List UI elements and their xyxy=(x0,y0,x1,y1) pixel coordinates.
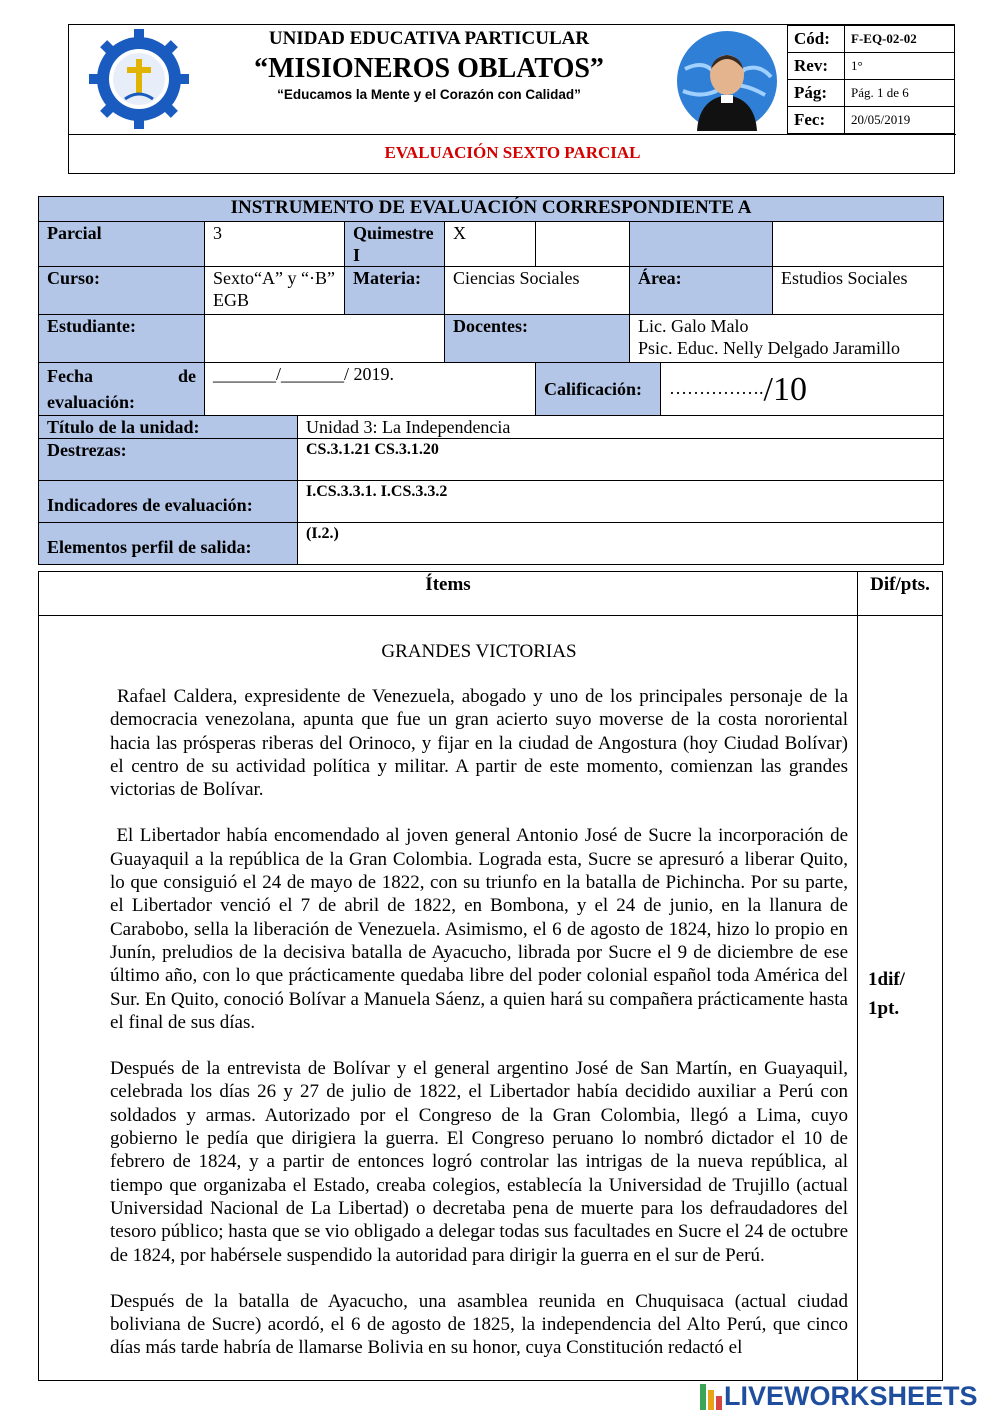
items-column-header: Ítems xyxy=(425,574,471,595)
page-value: Pág. 1 de 6 xyxy=(845,80,955,107)
reading-paragraph: Después de la entrevista de Bolívar y el general argentino José de San Martín, en Guayaquil, celebrada los días 26 y 27 de julio de 1822, el Libertador había decidido auxiliar a Perú con soldados y armas. Autorizado por el Congreso de la Gran Colombia, llegó a Lima, cuyo gobierno le pedía que dirigiera la guerra. El Congreso peruano lo nombró dictador el 10 de febrero de 1824, y a partir de entonces logró controlar las intrigas de la nueva república, al tiempo que organizaba el Estado, creaba colegios, establecía la Universidad de Trujillo (actual Universidad Nacional de La Libertad) o decretaba pena de muerte para los defraudadores del tesoro público; hasta que se vio obligado a delegar todas sus facultades en Sucre el 24 de octubre de 1824, por habérsele suspendido la autoridad para dirigir la guerra en el sur de Perú. xyxy=(110,1058,848,1266)
fecha-word: Fecha xyxy=(47,366,93,386)
school-name: “MISIONEROS OBLATOS” xyxy=(254,53,604,84)
docente-name: Lic. Galo Malo xyxy=(638,316,749,336)
area-label: Área: xyxy=(630,267,773,315)
school-type: UNIDAD EDUCATIVA PARTICULAR xyxy=(268,28,590,49)
fecha-label xyxy=(39,363,205,416)
docentes-label: Docentes: xyxy=(445,315,630,363)
reading-paragraph: Después de la batalla de Ayacucho, una asamblea reunida en Chuquisaca (actual ciudad boliviana de Sucre) acordó, el 6 de agosto de 1825, la independencia del Alto Perú, que cinco días más tarde habría de llamarse Bolivia en su honor, cuya Constitución redactó el xyxy=(110,1290,848,1359)
reading-title: GRANDES VICTORIAS xyxy=(381,641,577,662)
date-value: 20/05/2019 xyxy=(845,107,955,134)
school-gear-logo-icon xyxy=(89,29,189,129)
header-divider xyxy=(69,134,956,135)
fecha-de-word: de xyxy=(178,366,196,386)
destrezas-value: CS.3.1.21 CS.3.1.20 xyxy=(298,439,944,481)
watermark-text: LIVEWORKSHEETS xyxy=(724,1381,978,1411)
curso-label: Curso: xyxy=(39,267,205,315)
rev-key: Rev: xyxy=(788,53,845,80)
reading-paragraph: El Libertador había encomendado al joven general Antonio José de Sucre la incorporación de Guayaquil a la república de la Gran Colombia. Lograda esta, Sucre se apresuró a liberar Quito, lo que consiguió el 24 de mayo de 1822, con su triunfo en la batalla de Pichincha. Por su parte, el Libertador venció el 7 de abril de 1822, en Bombona, y el 24 de junio, en la llanura de Carabobo, sella la liberación de Venezuela. Asimismo, el 6 de agosto de 1824, hizo lo propio en Junín, preludios de la decisiva batalla de Ayacucho, librada por Sucre el 9 de diciembre de ese último año, con lo que prácticamente quedaba libre del poder colonial español toda América del Sur. En Quito, conoció Bolívar a Manuela Sáenz, a quien hará su compañera prácticamente hasta el final de sus días. xyxy=(110,825,853,1033)
globe-portrait-logo-icon xyxy=(675,29,779,133)
empty-cell xyxy=(773,222,944,267)
parcial-label: Parcial xyxy=(39,222,205,267)
destrezas-label: Destrezas: xyxy=(39,439,298,481)
date-key: Fec: xyxy=(788,107,845,134)
items-table xyxy=(38,571,943,1381)
perfil-label: Elementos perfil de salida: xyxy=(39,523,298,565)
reading-paragraph: Rafael Caldera, expresidente de Venezuela, abogado y uno de los principales personaje de la democracia venezolana, apunta que fue un gran acierto suyo moverse de la costa nororiental hacia las prósperas riberas del Orinoco, y fijar en la ciudad de Angostura (hoy Ciudad Bolívar) el centro de su actividad política y militar. A partir de este momento, comienzan las grandes victorias de Bolívar. xyxy=(110,686,853,801)
parcial-value: 3 xyxy=(205,222,345,267)
calificacion-max: /10 xyxy=(763,370,807,408)
indicadores-label: Indicadores de evaluación: xyxy=(39,481,298,523)
document-code-table xyxy=(787,25,955,134)
reading-passage xyxy=(110,640,853,1381)
school-motto: “Educamos la Mente y el Corazón con Calidad” xyxy=(277,87,581,102)
calificacion-dots: ……………. xyxy=(669,378,764,399)
dif-column-header: Dif/pts. xyxy=(870,574,930,595)
points-value: 1pt. xyxy=(868,998,900,1019)
calificacion-value[interactable] xyxy=(661,363,944,416)
liveworksheets-logo-icon xyxy=(700,1384,722,1410)
docentes-value xyxy=(630,315,944,363)
evaluation-info-table xyxy=(38,196,944,565)
empty-cell xyxy=(536,222,630,267)
difficulty-value: 1dif/ xyxy=(868,969,905,990)
curso-value: Sexto“A” y “·B” EGB xyxy=(205,267,345,315)
quimestre-label: Quimestre I xyxy=(345,222,445,267)
materia-label: Materia: xyxy=(345,267,445,315)
page-key: Pág: xyxy=(788,80,845,107)
indicadores-value: I.CS.3.3.1. I.CS.3.3.2 xyxy=(298,481,944,523)
evaluacion-word: evaluación: xyxy=(47,392,135,412)
materia-value: Ciencias Sociales xyxy=(445,267,630,315)
estudiante-field[interactable] xyxy=(205,315,445,363)
instrument-title: INSTRUMENTO DE EVALUACIÓN CORRESPONDIENTE A xyxy=(39,197,944,222)
header-top xyxy=(69,25,956,134)
code-value: F-EQ-02-02 xyxy=(845,26,955,53)
fecha-value[interactable]: _______/_______/ 2019. xyxy=(205,363,536,416)
docente-name: Psic. Educ. Nelly Delgado Jaramillo xyxy=(638,338,900,358)
rev-value: 1° xyxy=(845,53,955,80)
estudiante-label: Estudiante: xyxy=(39,315,205,363)
document-header xyxy=(68,24,955,174)
quimestre-value: X xyxy=(445,222,536,267)
column-divider xyxy=(857,572,858,1380)
empty-shaded-cell xyxy=(630,222,773,267)
area-value: Estudios Sociales xyxy=(773,267,944,315)
unidad-value: Unidad 3: La Independencia xyxy=(298,416,944,439)
unidad-label: Título de la unidad: xyxy=(39,416,298,439)
calificacion-label: Calificación: xyxy=(536,363,661,416)
evaluation-title: EVALUACIÓN SEXTO PARCIAL xyxy=(384,143,641,162)
header-row-divider xyxy=(39,615,942,616)
code-key: Cód: xyxy=(788,26,845,53)
difficulty-points xyxy=(868,965,938,1023)
perfil-value: (I.2.) xyxy=(298,523,944,565)
liveworksheets-watermark[interactable] xyxy=(700,1381,1000,1413)
